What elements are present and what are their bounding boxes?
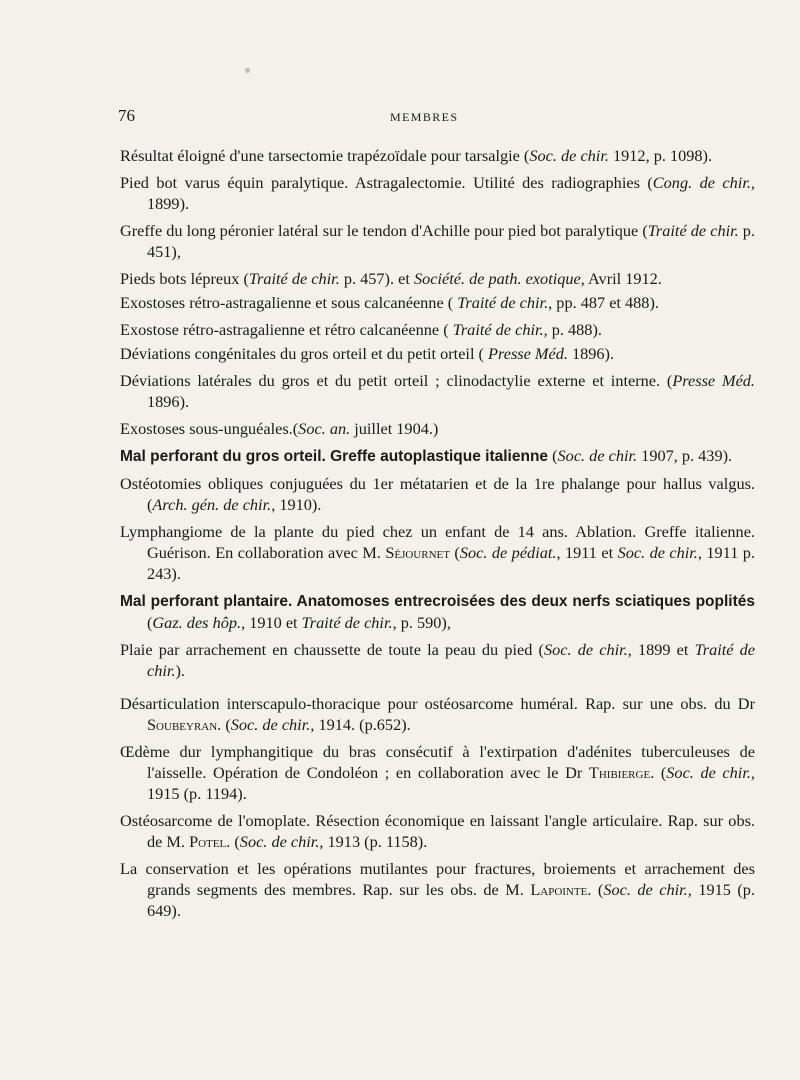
author-name: Séjournet <box>385 543 450 562</box>
entry-text: , pp. 487 et 488). <box>548 293 659 312</box>
journal-citation: Traité de chir. <box>647 221 739 240</box>
entry-text: Pied bot varus équin paralytique. Astragalectomie. Utilité des radiographies ( <box>120 173 653 192</box>
bibliography-entry <box>120 445 755 467</box>
entry-text: Ostéotomies obliques conjuguées du 1er métatarien et de la 1re phalange pour hallus valgus. ( <box>120 474 755 514</box>
journal-citation: Traité de chir. <box>147 640 756 680</box>
journal-citation: Cong. de chir. <box>652 173 751 192</box>
bibliography-entry <box>120 268 755 289</box>
journal-citation: Presse Méd. <box>672 371 756 390</box>
journal-citation: Soc. de chir. <box>603 880 688 899</box>
entry-text: , 1915 (p. 1194). <box>147 763 755 803</box>
journal-citation: Soc. de chir. <box>543 640 628 659</box>
entry-text: ( <box>548 446 558 465</box>
entry-text: Lymphangiome de la plante du pied chez un enfant de 14 ans. Ablation. Greffe italienne. Guérison. En collaboration avec M. <box>120 522 755 562</box>
bibliography-entry <box>120 343 755 364</box>
entry-text: Désarticulation interscapulo-thoracique pour ostéosarcome huméral. Rap. sur une obs. du Dr <box>120 694 755 713</box>
entry-text: Résultat éloigné d'une tarsectomie trapézoïdale pour tarsalgie ( <box>120 146 530 165</box>
author-name: Potel <box>189 832 227 851</box>
journal-citation: Gaz. des hôp. <box>152 613 242 632</box>
entry-text: , 1915 (p. 649). <box>147 880 756 920</box>
running-head: MEMBRES <box>390 110 459 124</box>
author-name: Lapointe <box>530 880 588 899</box>
bibliography-entry <box>120 741 755 804</box>
entry-text: ). <box>175 661 185 680</box>
entry-text: , 1899). <box>147 173 755 213</box>
entry-text: 1896). <box>567 344 615 363</box>
entry-title-bold: Mal perforant du gros orteil. Greffe autoplastique italienne <box>120 448 549 465</box>
bibliography-entry <box>120 639 755 681</box>
entry-text: . ( <box>650 763 667 782</box>
journal-citation: Soc. de pédiat. <box>459 543 557 562</box>
entry-text: Déviations congénitales du gros orteil et du petit orteil ( <box>120 344 489 363</box>
entry-text: Ostéosarcome de l'omoplate. Résection économique en laissant l'angle articulaire. Rap. sur obs. de M. <box>120 811 755 851</box>
page-number: 76 <box>118 106 135 125</box>
journal-citation: Traité de chir. <box>452 320 544 339</box>
journal-citation: Soc. de chir. <box>529 146 609 165</box>
entry-title-bold: Mal perforant plantaire. Anatomoses entrecroisées des deux nerfs sciatiques poplités <box>120 593 755 610</box>
entry-text: , 1911 et <box>556 543 618 562</box>
bibliography-entry <box>120 172 755 214</box>
entry-text: Greffe du long péronier latéral sur le tendon d'Achille pour pied bot paralytique ( <box>120 221 648 240</box>
paper-speck <box>245 68 250 73</box>
journal-citation: Soc. an. <box>298 419 351 438</box>
author-name: Soubeyran <box>147 715 218 734</box>
entry-text: , p. 488). <box>543 320 602 339</box>
journal-citation: Soc. de chir. <box>239 832 320 851</box>
bibliography-entry <box>120 319 755 340</box>
entry-text: p. 457). et <box>339 269 414 288</box>
bibliography-entry <box>120 473 755 515</box>
bibliography-entry <box>120 693 755 735</box>
entry-text: 1907, p. 439). <box>637 446 733 465</box>
bibliography-entry <box>120 858 755 921</box>
entry-text: ( <box>147 613 153 632</box>
entry-text: , 1899 et <box>627 640 695 659</box>
entry-text: Avril 1912. <box>584 269 662 288</box>
entry-text: Exostose rétro-astragalienne et rétro calcanéenne ( <box>120 320 453 339</box>
journal-citation: Traité de chir. <box>457 293 549 312</box>
entry-text: p. 451), <box>147 221 756 261</box>
journal-citation: Soc. de chir. <box>230 715 311 734</box>
entry-text: , 1910). <box>271 495 322 514</box>
entry-text: ( <box>449 543 460 562</box>
journal-citation: Soc. de chir. <box>617 543 698 562</box>
journal-citation: Presse Méd. <box>488 344 568 363</box>
entry-text: . ( <box>587 880 604 899</box>
entry-text: . ( <box>217 715 231 734</box>
entry-text: 1912, p. 1098). <box>608 146 713 165</box>
entry-text: La conservation et les opérations mutilantes pour fractures, broiements et arrachement des grands segments des membres. Rap. sur les obs. de M. <box>120 859 755 899</box>
entry-text: . ( <box>226 832 240 851</box>
journal-citation: Traité de chir. <box>248 269 340 288</box>
entry-text: Déviations latérales du gros et du petit orteil ; clinodactylie externe et interne. ( <box>120 371 673 390</box>
bibliography-entry <box>120 521 755 584</box>
entry-text: Pieds bots lépreux ( <box>120 269 249 288</box>
bibliography-entry <box>120 145 755 166</box>
entry-text: , 1910 et <box>241 613 302 632</box>
author-name: Thibierge <box>588 763 651 782</box>
journal-citation: Soc. de chir. <box>666 763 751 782</box>
journal-citation: Soc. de chir. <box>557 446 638 465</box>
bibliography-entry <box>120 590 755 633</box>
bibliography-list <box>120 145 755 927</box>
bibliography-entry <box>120 810 755 852</box>
entry-text: , 1914. (p.652). <box>310 715 411 734</box>
bibliography-entry <box>120 370 755 412</box>
journal-citation: Traité de chir. <box>301 613 393 632</box>
entry-text: Exostoses sous-unguéales.( <box>120 419 299 438</box>
bibliography-entry <box>120 220 755 262</box>
entry-text: 1896). <box>147 392 190 411</box>
entry-text: Œdème dur lymphangitique du bras consécutif à l'extirpation d'adénites tuberculeuses de l'aisselle. Opération de Condoléon ; en collaboration avec le Dr <box>120 742 755 782</box>
bibliography-entry <box>120 418 755 439</box>
journal-citation: Arch. gén. de chir. <box>152 495 272 514</box>
entry-text: , 1913 (p. 1158). <box>319 832 428 851</box>
entry-text: , p. 590), <box>392 613 451 632</box>
bibliography-entry <box>120 292 755 313</box>
journal-citation: Société. de path. exotique, <box>413 269 585 288</box>
entry-text: Exostoses rétro-astragalienne et sous calcanéenne ( <box>120 293 458 312</box>
entry-text: juillet 1904.) <box>350 419 439 438</box>
entry-text: , 1911 p. 243). <box>147 543 756 583</box>
entry-text: Plaie par arrachement en chaussette de toute la peau du pied ( <box>120 640 544 659</box>
